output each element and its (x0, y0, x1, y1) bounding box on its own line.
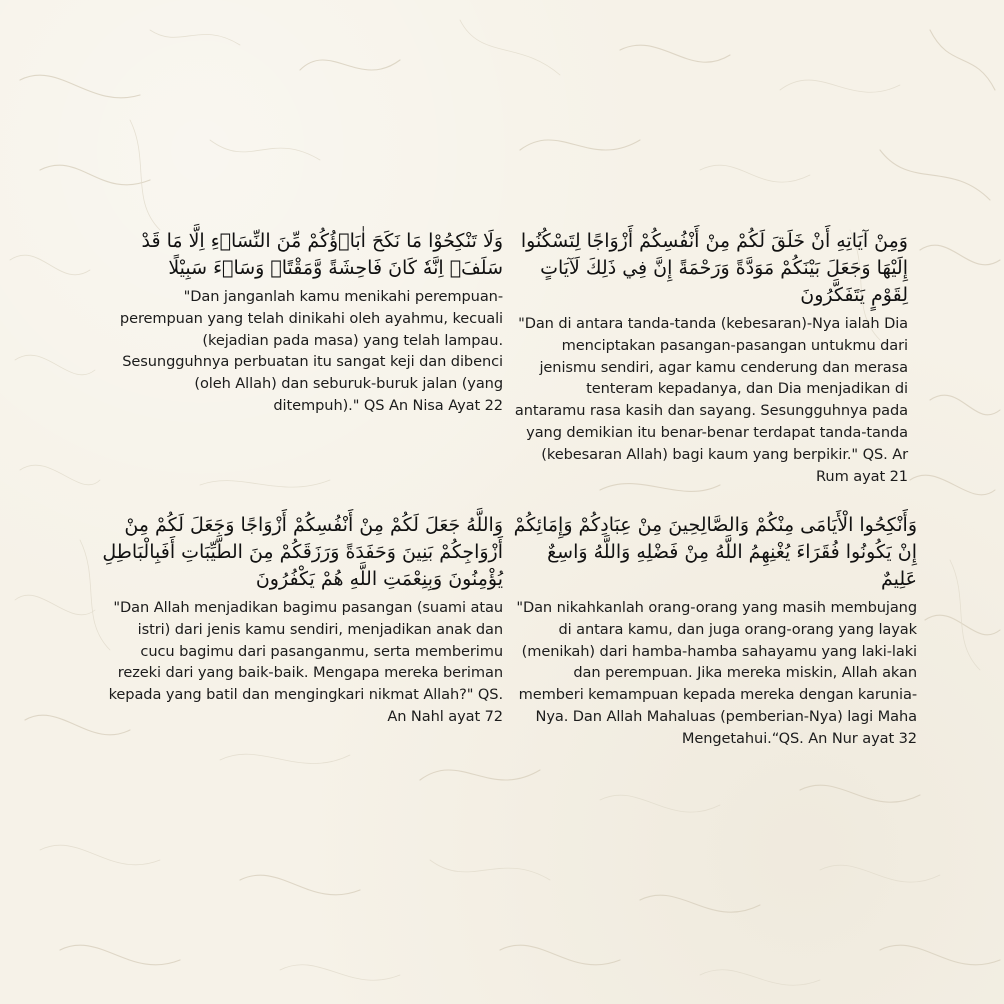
verse-ar-rum-21 (512, 228, 908, 487)
translation-text: "Dan janganlah kamu menikahi perempuan-perempuan yang telah dinikahi oleh ayahmu, kecuali (kejadian pada masa) yang telah lampau. Sesungguhnya perbuatan itu sangat keji dan dibenci (oleh Allah) dan seburuk-buruk jalan (yang ditempuh)." QS An Nisa Ayat 22 (119, 288, 503, 414)
verse-an-nur-32 (512, 512, 917, 750)
arabic-text: وَلَا تَنْكِحُوْا مَا نَكَحَ اٰبَاۤؤُكُمْ مِّنَ النِّسَاۤءِ اِلَّا مَا قَدْ سَلَفَۗ اِنَّهٗ كَانَ فَاحِشَةً وَّمَقْتًاۗ وَسَاۤءَ سَبِيْلًا (141, 230, 503, 279)
translation-text: "Dan nikahkanlah orang-orang yang masih membujang di antara kamu, dan juga orang-orang yang layak (menikah) dari hamba-hamba sahayamu yang laki-laki dan perempuan. Jika mereka miskin, Allah akan memberi kemampuan kepada mereka dengan karunia-Nya. Dan Allah Mahaluas (pemberian-Nya) lagi Maha Mengetahui.“QS. An Nur ayat 32 (516, 599, 917, 747)
arabic-text: وَمِنْ آيَاتِهِ أَنْ خَلَقَ لَكُمْ مِنْ أَنْفُسِكُمْ أَزْوَاجًا لِتَسْكُنُوا إِلَيْهَا وَجَعَلَ بَيْنَكُمْ مَوَدَّةً وَرَحْمَةً إِنَّ فِي ذَلِكَ لَآيَاتٍ لِقَوْمٍ يَتَفَكَّرُونَ (520, 230, 908, 306)
verse-an-nahl-72 (100, 512, 503, 728)
translation-text: "Dan Allah menjadikan bagimu pasangan (suami atau istri) dari jenis kamu sendiri, menjadikan anak dan cucu bagimu dari pasanganmu, serta memberimu rezeki dari yang baik-baik. Mengapa mereka beriman kepada yang batil dan mengingkari nikmat Allah?" QS. An Nahl ayat 72 (108, 599, 503, 725)
verse-an-nisa-22 (108, 228, 503, 417)
translation-text: "Dan di antara tanda-tanda (kebesaran)-Nya ialah Dia menciptakan pasangan-pasangan untukmu dari jenismu sendiri, agar kamu cenderung dan merasa tenteram kepadanya, dan Dia menjadikan di antaramu rasa kasih dan sayang. Sesungguhnya pada yang demikian itu benar-benar terdapat tanda-tanda (kebesaran Allah) bagi kaum yang berpikir." QS. Ar Rum ayat 21 (514, 315, 908, 485)
arabic-text: وَاللَّهُ جَعَلَ لَكُمْ مِنْ أَنْفُسِكُمْ أَزْوَاجًا وَجَعَلَ لَكُمْ مِنْ أَزْوَاجِكُمْ بَنِينَ وَحَفَدَةً وَرَزَقَكُمْ مِنَ الطَّيِّبَاتِ أَفَبِالْبَاطِلِ يُؤْمِنُونَ وَبِنِعْمَتِ اللَّهِ هُمْ يَكْفُرُونَ (102, 514, 503, 590)
arabic-text: وَأَنْكِحُوا الْأَيَامَى مِنْكُمْ وَالصَّالِحِينَ مِنْ عِبَادِكُمْ وَإِمَائِكُمْ إِنْ يَكُونُوا فُقَرَاءَ يُغْنِهِمُ اللَّهُ مِنْ فَضْلِهِ وَاللَّهُ وَاسِعٌ عَلِيمٌ (513, 514, 917, 590)
